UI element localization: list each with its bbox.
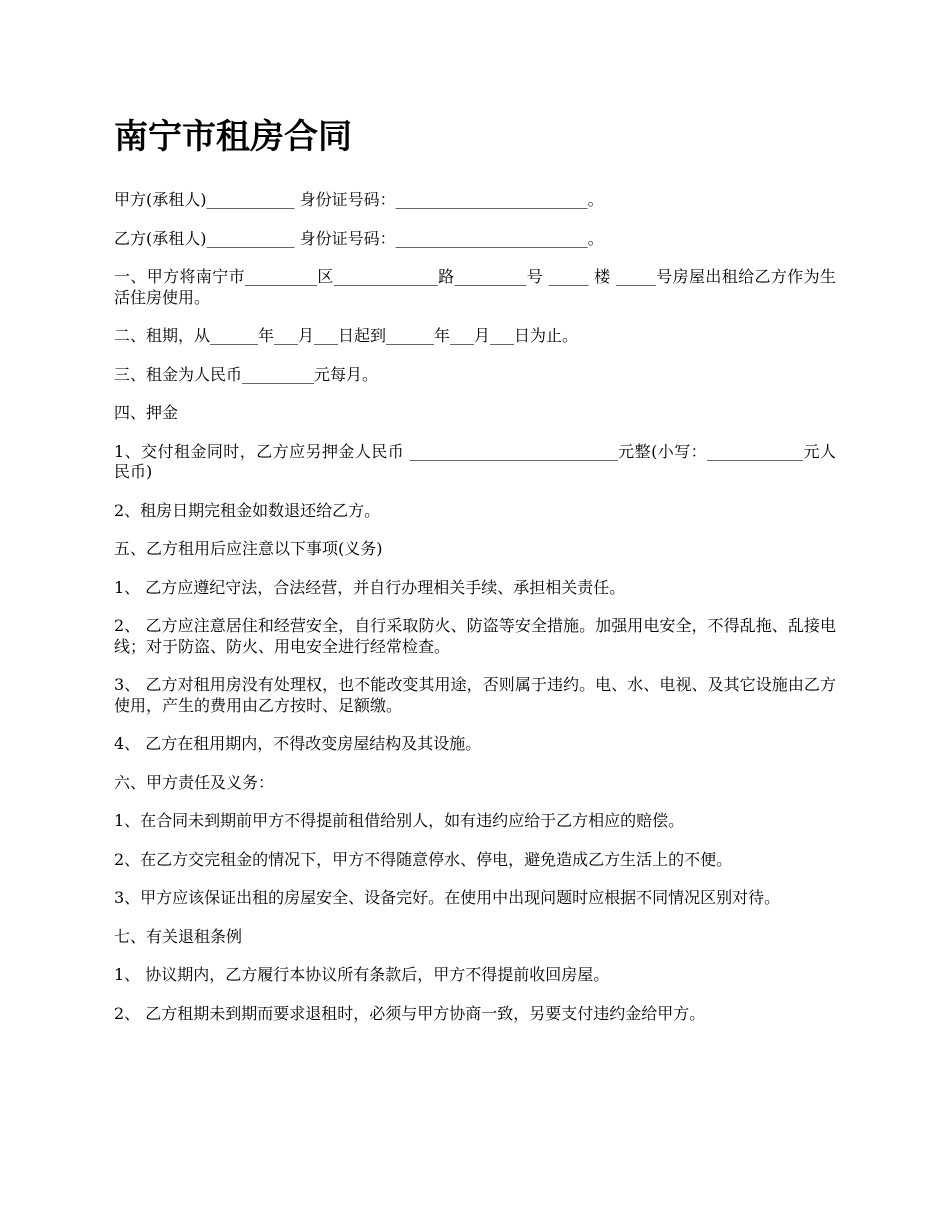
clause-4-item-1: 1、交付租金同时，乙方应另押金人民币 __________________________元整(小写：____________元人民币): [114, 441, 836, 481]
clause-5-item-1: 1、 乙方应遵纪守法，合法经营，并自行办理相关手续、承担相关责任。: [114, 577, 626, 597]
clause-6-heading: 六、甲方责任及义务：: [114, 772, 275, 792]
document-title: 南宁市租房合同: [114, 117, 352, 157]
clause-7-heading: 七、有关退租条例: [114, 926, 243, 946]
clause-6-item-2: 2、在乙方交完租金的情况下，甲方不得随意停水、停电，避免造成乙方生活上的不便。: [114, 849, 733, 869]
clause-5-item-4: 4、 乙方在租用期内，不得改变房屋结构及其设施。: [114, 734, 482, 753]
clause-2-term: 二、租期，从______年___月___日起到______年___月___日为止。: [114, 326, 579, 345]
party-b-line: 乙方(承租人)___________ 身份证号码：________________________。: [114, 228, 604, 248]
clause-5-item-3: 3、 乙方对租用房没有处理权，也不能改变其用途，否则属于违约。电、水、电视、及其它设施由乙方使用，产生的费用由乙方按时、足额缴。: [114, 675, 836, 715]
clause-7-item-2: 2、 乙方租期未到期而要求退租时，必须与甲方协商一致，另要支付违约金给甲方。: [114, 1003, 706, 1023]
clause-3-rent: 三、租金为人民币_________元每月。: [114, 364, 379, 384]
clause-4-item-2: 2、租房日期完租金如数退还给乙方。: [114, 500, 381, 520]
clause-4-heading: 四、押金: [114, 403, 179, 422]
clause-7-item-1: 1、 协议期内，乙方履行本协议所有条款后，甲方不得提前收回房屋。: [114, 965, 610, 984]
clause-6-item-1: 1、在合同未到期前甲方不得提前租借给别人，如有违约应给于乙方相应的赔偿。: [114, 811, 685, 830]
clause-6-item-3: 3、甲方应该保证出租的房屋安全、设备完好。在使用中出现问题时应根据不同情况区别对待。: [114, 888, 781, 907]
party-a-line: 甲方(承租人)___________ 身份证号码：________________________。: [114, 190, 604, 209]
document-page: [114, 110, 836, 1042]
clause-1-property: 一、甲方将南宁市_________区_____________路_________号 _____ 楼 _____号房屋出租给乙方作为生活住房使用。: [114, 267, 836, 307]
clause-5-item-2: 2、 乙方应注意居住和经营安全，自行采取防火、防盗等安全措施。加强用电安全，不得乱拖、乱接电线；对于防盗、防火、用电安全进行经常检查。: [114, 616, 836, 656]
clause-5-heading: 五、乙方租用后应注意以下事项(义务): [114, 539, 383, 558]
